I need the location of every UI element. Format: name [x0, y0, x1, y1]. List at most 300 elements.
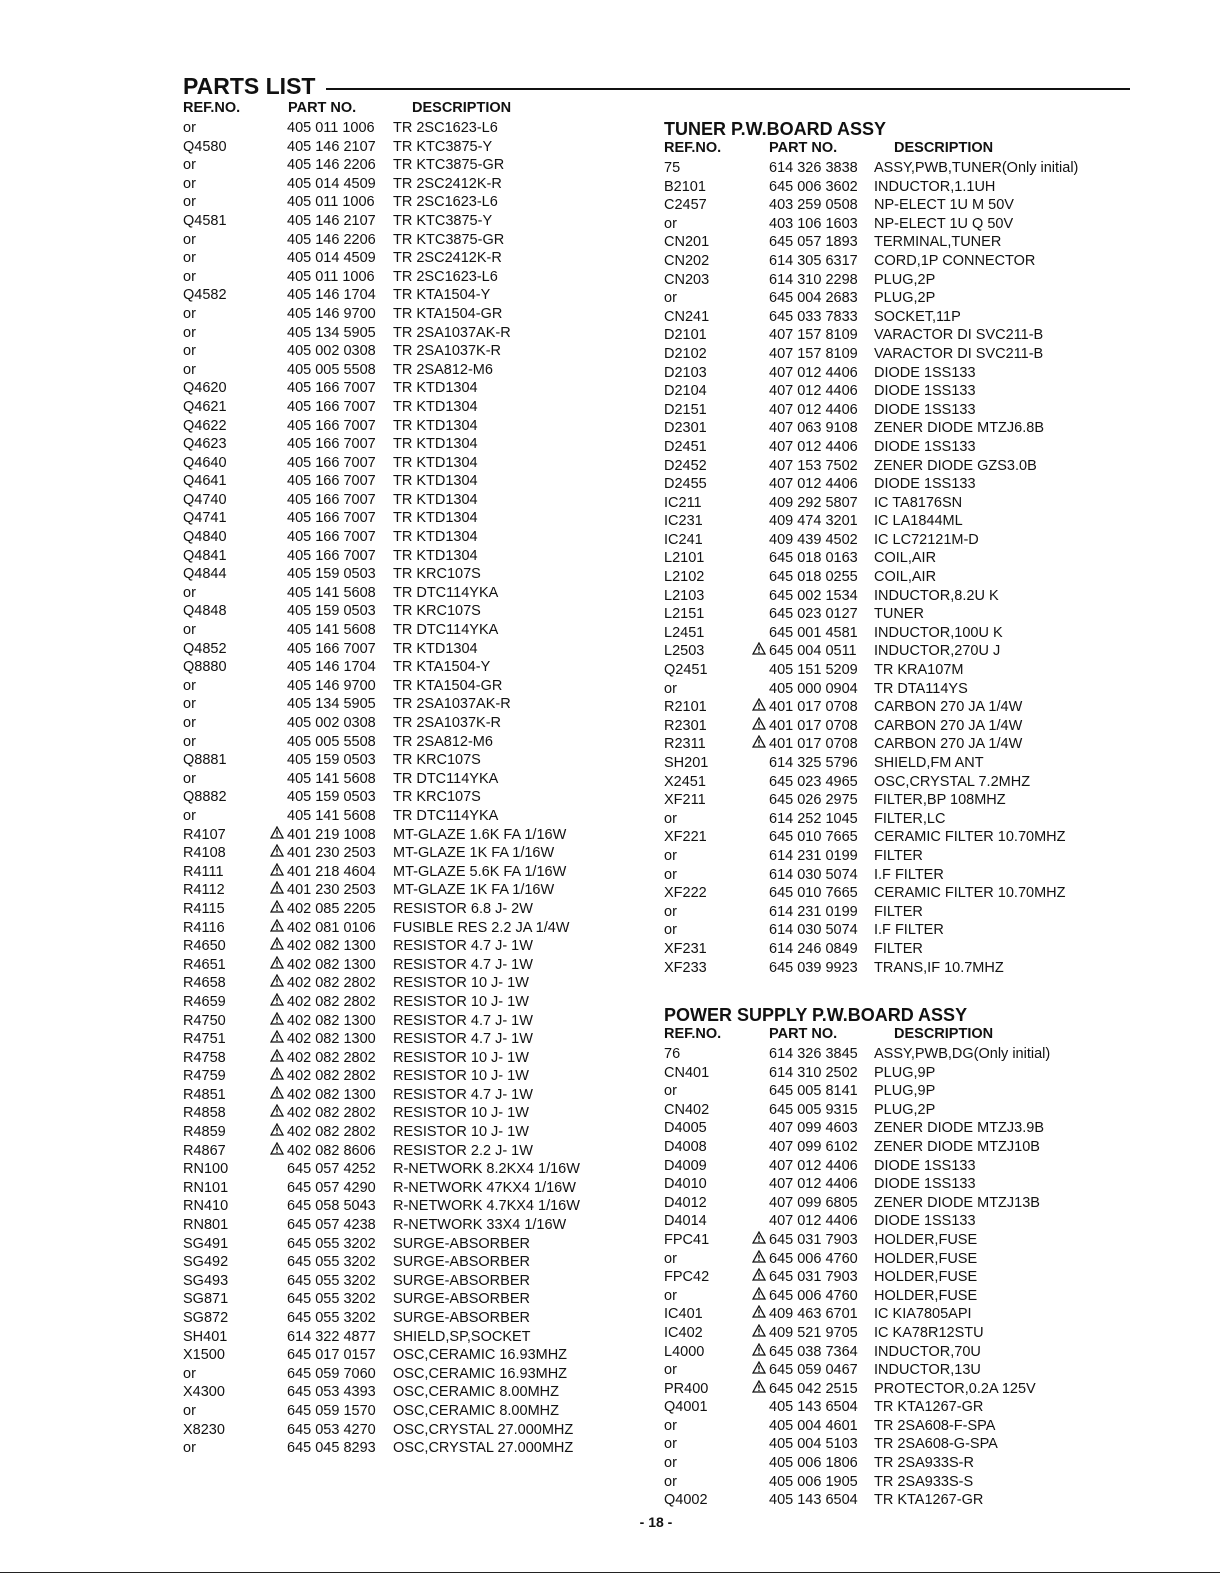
table-row	[664, 475, 1134, 494]
part-no: 405 166 7007	[287, 491, 376, 508]
table-row	[664, 1101, 1134, 1120]
ref-no: R4111	[183, 863, 224, 880]
table-row	[183, 324, 613, 343]
ref-no: or	[183, 584, 196, 601]
table-row	[664, 624, 1134, 643]
ref-no: R4858	[183, 1105, 226, 1122]
part-no: 645 005 9315	[769, 1101, 858, 1118]
part-no: 405 146 1704	[287, 659, 376, 676]
ref-no: SH401	[183, 1328, 228, 1345]
part-no: 405 166 7007	[287, 640, 376, 657]
part-no: 645 055 3202	[287, 1272, 376, 1289]
part-no: 405 146 2206	[287, 157, 376, 174]
part-no: 402 082 2802	[287, 993, 376, 1010]
table-row	[664, 1250, 1134, 1269]
ref-no: R4112	[183, 882, 225, 899]
part-header: PART NO.	[288, 100, 357, 116]
part-no: 409 521 9705	[769, 1324, 858, 1341]
description: ZENER DIODE GZS3.0B	[874, 457, 1037, 474]
part-no: 614 326 3845	[769, 1046, 858, 1062]
table-row	[664, 233, 1134, 252]
part-no: 407 099 6805	[769, 1194, 858, 1211]
table-row	[183, 937, 613, 956]
ref-no: or	[183, 622, 196, 639]
part-no: 645 039 9923	[769, 959, 858, 976]
part-no: 645 058 5043	[287, 1198, 376, 1215]
warning-triangle-icon	[752, 1324, 766, 1341]
part-no: 614 310 2502	[769, 1064, 858, 1081]
ref-no: R4851	[183, 1086, 226, 1103]
table-row	[183, 788, 613, 807]
description: CARBON 270 JA 1/4W	[874, 699, 1023, 716]
part-no: 405 143 6504	[769, 1492, 858, 1509]
ref-no: FPC41	[664, 1231, 710, 1248]
description: SURGE-ABSORBER	[393, 1235, 530, 1252]
warning-triangle-icon	[752, 1380, 766, 1397]
table-row	[664, 605, 1134, 624]
description: RESISTOR 10 J- 1W	[393, 1068, 529, 1085]
table-row	[183, 1179, 613, 1198]
description: TR DTC114YKA	[393, 807, 499, 824]
ref-header: REF.NO.	[664, 140, 722, 156]
table-row	[664, 1398, 1134, 1417]
description: FILTER,LC	[874, 810, 946, 827]
part-no: 405 159 0503	[287, 789, 376, 806]
part-no: 409 439 4502	[769, 531, 858, 548]
ref-no: or	[664, 1362, 677, 1379]
ref-no: D2301	[664, 420, 707, 437]
description: OSC,CERAMIC 16.93MHZ	[393, 1347, 568, 1364]
ref-no: Q8881	[183, 752, 227, 769]
part-no: 405 004 4601	[769, 1417, 858, 1434]
description: TR 2SC2412K-R	[393, 250, 502, 267]
part-no: 409 292 5807	[769, 494, 858, 511]
ref-no: or	[183, 770, 196, 787]
ref-no: Q4582	[183, 287, 227, 304]
description: TR KTD1304	[393, 510, 478, 527]
table-row	[183, 286, 613, 305]
ref-no: R4867	[183, 1142, 226, 1159]
description: ZENER DIODE MTZJ13B	[874, 1194, 1040, 1211]
table-row	[183, 1383, 613, 1402]
warning-triangle-icon	[270, 1123, 284, 1140]
table-row	[183, 212, 613, 231]
description: TR 2SC1623-L6	[393, 120, 498, 136]
table-row	[183, 956, 613, 975]
description: INDUCTOR,270U J	[874, 643, 1001, 660]
ref-no: R4115	[183, 900, 225, 917]
description: TR 2SA608-G-SPA	[874, 1436, 998, 1453]
part-no: 405 166 7007	[287, 417, 376, 434]
ref-no: D4010	[664, 1176, 707, 1193]
ref-no: Q4622	[183, 417, 227, 434]
ref-no: X8230	[183, 1421, 225, 1438]
ref-no: XF211	[664, 792, 706, 809]
table-row	[664, 959, 1134, 978]
warning-triangle-icon	[752, 1361, 766, 1378]
table-row	[183, 844, 613, 863]
part-no: 614 305 6317	[769, 252, 858, 269]
ref-no: 75	[664, 160, 681, 176]
part-no: 645 045 8293	[287, 1440, 376, 1457]
ref-no: PR400	[664, 1380, 709, 1397]
ref-no: or	[183, 324, 196, 341]
ref-no: RN101	[183, 1179, 229, 1196]
table-row	[183, 435, 613, 454]
ref-no: X2451	[664, 773, 706, 790]
part-no: 405 011 1006	[287, 268, 375, 285]
part-no: 401 219 1008	[287, 826, 376, 843]
part-no: 405 006 1905	[769, 1473, 858, 1490]
part-no: 405 146 2107	[287, 138, 376, 155]
part-no: 645 018 0163	[769, 550, 858, 567]
table-row	[664, 531, 1134, 550]
ref-no: XF221	[664, 829, 707, 846]
table-row	[664, 512, 1134, 531]
description: TRANS,IF 10.7MHZ	[874, 959, 1004, 976]
part-no: 645 059 1570	[287, 1402, 376, 1419]
description: RESISTOR 4.7 J- 1W	[393, 1031, 533, 1048]
description: VARACTOR DI SVC211-B	[874, 345, 1044, 362]
table-row	[183, 1346, 613, 1365]
part-no: 405 002 0308	[287, 715, 376, 731]
description: IC LA1844ML	[874, 513, 963, 530]
description: FILTER	[874, 847, 923, 864]
description: TR DTA114YS	[874, 680, 968, 697]
description: INDUCTOR,8.2U K	[874, 587, 999, 604]
table-row	[183, 1049, 613, 1068]
power-table-header	[664, 1026, 1134, 1045]
part-no: 405 166 7007	[287, 436, 376, 453]
table-row	[664, 866, 1134, 885]
description: RESISTOR 10 J- 1W	[393, 975, 529, 992]
part-no: 405 141 5608	[287, 807, 376, 824]
description: TR KTD1304	[393, 417, 478, 434]
part-no: 407 157 8109	[769, 345, 858, 362]
part-no: 405 146 2206	[287, 231, 376, 248]
table-row	[664, 1324, 1134, 1343]
description: TR KTD1304	[393, 436, 478, 453]
part-no: 402 082 1300	[287, 1086, 376, 1103]
warning-triangle-icon	[270, 1067, 284, 1084]
ref-no: R2311	[664, 736, 706, 753]
ref-no: L2102	[664, 569, 705, 586]
description: DIODE 1SS133	[874, 383, 976, 400]
warning-triangle-icon	[270, 919, 284, 936]
description: TR KTA1504-GR	[393, 677, 503, 694]
description: ZENER DIODE MTZJ6.8B	[874, 420, 1044, 437]
description: PROTECTOR,0.2A 125V	[874, 1380, 1036, 1397]
description: DIODE 1SS133	[874, 476, 976, 493]
description: TR 2SA933S-S	[874, 1473, 974, 1490]
ref-no: Q4621	[183, 398, 227, 415]
description: PLUG,2P	[874, 271, 936, 288]
table-row	[183, 305, 613, 324]
ref-no: Q4640	[183, 454, 227, 471]
table-row	[664, 178, 1134, 197]
part-no: 402 082 1300	[287, 1012, 376, 1029]
table-row	[183, 547, 613, 566]
ref-no: or	[183, 231, 196, 248]
part-no: 405 146 9700	[287, 677, 376, 694]
ref-no: X1500	[183, 1347, 225, 1364]
ref-no: R4759	[183, 1068, 226, 1085]
table-row	[664, 345, 1134, 364]
table-row	[183, 1290, 613, 1309]
description: TR KTA1504-Y	[393, 659, 491, 676]
ref-no: IC401	[664, 1306, 703, 1323]
ref-no: C2457	[664, 197, 707, 214]
ref-no: Q4740	[183, 491, 227, 508]
ref-no: L4000	[664, 1343, 705, 1360]
table-row	[183, 565, 613, 584]
ref-no: R4659	[183, 993, 226, 1010]
left-table-header	[183, 100, 613, 119]
description: RESISTOR 4.7 J- 1W	[393, 956, 533, 973]
ref-no: D2102	[664, 345, 707, 362]
part-no: 405 000 0904	[769, 680, 858, 697]
description: OSC,CERAMIC 8.00MHZ	[393, 1384, 559, 1401]
table-row	[664, 1417, 1134, 1436]
part-no: 407 099 4603	[769, 1120, 858, 1137]
part-no: 405 141 5608	[287, 770, 376, 787]
part-no: 645 004 2683	[769, 290, 858, 307]
ref-no: or	[664, 1455, 677, 1472]
part-no: 401 218 4604	[287, 863, 376, 880]
table-row	[183, 677, 613, 696]
part-no: 645 059 0467	[769, 1362, 858, 1379]
description: RESISTOR 10 J- 1W	[393, 1105, 529, 1122]
table-row	[183, 1104, 613, 1123]
table-row	[664, 326, 1134, 345]
ref-no: IC402	[664, 1324, 703, 1341]
table-row	[664, 1157, 1134, 1176]
table-row	[183, 138, 613, 157]
table-row	[183, 863, 613, 882]
ref-no: CN402	[664, 1101, 710, 1118]
part-no: 402 082 2802	[287, 975, 376, 992]
table-row	[664, 1305, 1134, 1324]
ref-no: Q4623	[183, 436, 227, 453]
table-row	[183, 658, 613, 677]
part-no: 645 005 8141	[769, 1083, 858, 1100]
part-no: 614 310 2298	[769, 271, 858, 288]
description: IC KIA7805API	[874, 1306, 972, 1323]
bottom-rule	[0, 1572, 1220, 1573]
ref-no: XF231	[664, 940, 707, 957]
description: TR KTA1504-GR	[393, 305, 503, 322]
ref-no: or	[183, 807, 196, 824]
table-row	[183, 1067, 613, 1086]
part-no: 405 141 5608	[287, 584, 376, 601]
description: ZENER DIODE MTZJ10B	[874, 1138, 1040, 1155]
description: PLUG,2P	[874, 1101, 936, 1118]
ref-no: D2451	[664, 438, 707, 455]
description: TR 2SA608-F-SPA	[874, 1417, 996, 1434]
part-no: 645 004 0511	[769, 643, 857, 660]
part-no: 645 010 7665	[769, 829, 858, 846]
ref-no: R4750	[183, 1012, 226, 1029]
description: TR 2SC2412K-R	[393, 175, 502, 192]
description: ASSY,PWB,TUNER(Only initial)	[874, 160, 1079, 176]
part-no: 645 006 4760	[769, 1250, 858, 1267]
description: TR KTC3875-Y	[393, 138, 493, 155]
table-row	[183, 1216, 613, 1235]
table-row	[183, 268, 613, 287]
description: TR 2SA1037AK-R	[393, 324, 511, 341]
table-row	[183, 974, 613, 993]
description: TR KTD1304	[393, 380, 478, 397]
description: R-NETWORK 4.7KX4 1/16W	[393, 1198, 580, 1215]
ref-no: R4107	[183, 826, 226, 843]
page-title: PARTS LIST	[183, 73, 316, 99]
power-section	[664, 1004, 1134, 1510]
part-no: 645 053 4393	[287, 1384, 376, 1401]
ref-header: REF.NO.	[664, 1026, 722, 1042]
table-row	[664, 568, 1134, 587]
description: TR 2SA812-M6	[393, 361, 493, 378]
description: DIODE 1SS133	[874, 1157, 976, 1174]
warning-triangle-icon	[752, 1231, 766, 1248]
part-no: 645 055 3202	[287, 1291, 376, 1308]
table-row	[664, 698, 1134, 717]
ref-no: R4758	[183, 1049, 226, 1066]
ref-no: Q4641	[183, 473, 227, 490]
table-row	[183, 1086, 613, 1105]
power-section-title: POWER SUPPLY P.W.BOARD ASSY	[664, 1005, 968, 1025]
table-row	[664, 661, 1134, 680]
table-row	[664, 847, 1134, 866]
part-no: 403 106 1603	[769, 215, 858, 232]
table-row	[183, 1365, 613, 1384]
part-no: 614 231 0199	[769, 847, 858, 864]
table-row	[664, 791, 1134, 810]
tuner-section-title: TUNER P.W.BOARD ASSY	[664, 119, 887, 139]
description: RESISTOR 10 J- 1W	[393, 993, 529, 1010]
ref-no: RN801	[183, 1217, 229, 1234]
power-rows	[664, 1045, 1134, 1510]
description: RESISTOR 6.8 J- 2W	[393, 900, 533, 917]
table-row	[664, 1064, 1134, 1083]
part-no: 407 012 4406	[769, 1176, 858, 1193]
ref-no: RN100	[183, 1161, 229, 1178]
part-no: 405 159 0503	[287, 603, 376, 620]
description: SURGE-ABSORBER	[393, 1272, 530, 1289]
description: HOLDER,FUSE	[874, 1269, 978, 1286]
description: INDUCTOR,100U K	[874, 624, 1003, 641]
table-row	[183, 826, 613, 845]
part-no: 405 166 7007	[287, 547, 376, 564]
part-no: 407 153 7502	[769, 457, 858, 474]
part-no: 401 230 2503	[287, 882, 376, 899]
part-no: 402 082 2802	[287, 1068, 376, 1085]
part-no: 407 012 4406	[769, 438, 858, 455]
table-row	[664, 159, 1134, 178]
table-row	[664, 1138, 1134, 1157]
ref-no: 76	[664, 1046, 681, 1062]
part-no: 645 033 7833	[769, 308, 858, 325]
table-row	[664, 1082, 1134, 1101]
table-row	[183, 602, 613, 621]
ref-no: or	[664, 215, 677, 232]
description: OSC,CERAMIC 16.93MHZ	[393, 1365, 568, 1382]
description: TR DTC114YKA	[393, 770, 499, 787]
table-row	[664, 1435, 1134, 1454]
part-no: 407 099 6102	[769, 1138, 858, 1155]
part-no: 614 322 4877	[287, 1328, 376, 1345]
warning-triangle-icon	[752, 1305, 766, 1322]
part-no: 405 159 0503	[287, 566, 376, 583]
description: TR KTC3875-GR	[393, 157, 505, 174]
table-row	[664, 921, 1134, 940]
table-row	[183, 1421, 613, 1440]
part-no: 645 001 4581	[769, 624, 858, 641]
table-row	[183, 231, 613, 250]
ref-no: D2151	[664, 401, 707, 418]
part-no: 402 081 0106	[287, 919, 376, 936]
table-row	[183, 342, 613, 361]
ref-no: or	[183, 1440, 196, 1457]
part-no: 402 082 1300	[287, 956, 376, 973]
table-row	[183, 509, 613, 528]
description: CORD,1P CONNECTOR	[874, 252, 1036, 269]
description: TR DTC114YKA	[393, 622, 499, 639]
ref-no: or	[183, 175, 196, 192]
part-no: 405 005 5508	[287, 733, 376, 750]
description: RESISTOR 10 J- 1W	[393, 1124, 529, 1141]
description: TERMINAL,TUNER	[874, 234, 1002, 251]
ref-no: Q4841	[183, 547, 227, 564]
description: COIL,AIR	[874, 550, 937, 567]
warning-triangle-icon	[270, 1049, 284, 1066]
part-no: 409 474 3201	[769, 513, 858, 530]
ref-no: R2301	[664, 717, 707, 734]
part-no: 402 082 2802	[287, 1105, 376, 1122]
description: TR KTD1304	[393, 454, 478, 471]
description: MT-GLAZE 1K FA 1/16W	[393, 845, 555, 862]
part-no: 405 166 7007	[287, 510, 376, 527]
ref-no: B2101	[664, 178, 706, 195]
ref-no: D2101	[664, 327, 707, 344]
ref-no: or	[664, 680, 677, 697]
ref-no: XF233	[664, 959, 707, 976]
desc-header: DESCRIPTION	[894, 140, 994, 156]
part-no: 405 014 4509	[287, 250, 376, 267]
table-row	[183, 119, 613, 138]
table-row	[183, 1402, 613, 1421]
description: DIODE 1SS133	[874, 1176, 976, 1193]
description: MT-GLAZE 1.6K FA 1/16W	[393, 826, 567, 843]
part-no: 645 038 7364	[769, 1343, 858, 1360]
description: DIODE 1SS133	[874, 401, 976, 418]
warning-triangle-icon	[270, 881, 284, 898]
description: NP-ELECT 1U M 50V	[874, 197, 1014, 214]
description: TR KTD1304	[393, 640, 478, 657]
table-row	[664, 735, 1134, 754]
table-row	[664, 438, 1134, 457]
ref-no: or	[664, 1473, 677, 1490]
ref-no: D4005	[664, 1120, 707, 1137]
table-row	[183, 1160, 613, 1179]
part-no: 405 146 2107	[287, 212, 376, 229]
ref-no: SG491	[183, 1235, 229, 1252]
ref-no: or	[664, 1287, 677, 1304]
table-row	[183, 993, 613, 1012]
description: CERAMIC FILTER 10.70MHZ	[874, 829, 1066, 846]
part-no: 402 082 2802	[287, 1049, 376, 1066]
part-no: 645 053 4270	[287, 1421, 376, 1438]
ref-no: D2452	[664, 457, 707, 474]
